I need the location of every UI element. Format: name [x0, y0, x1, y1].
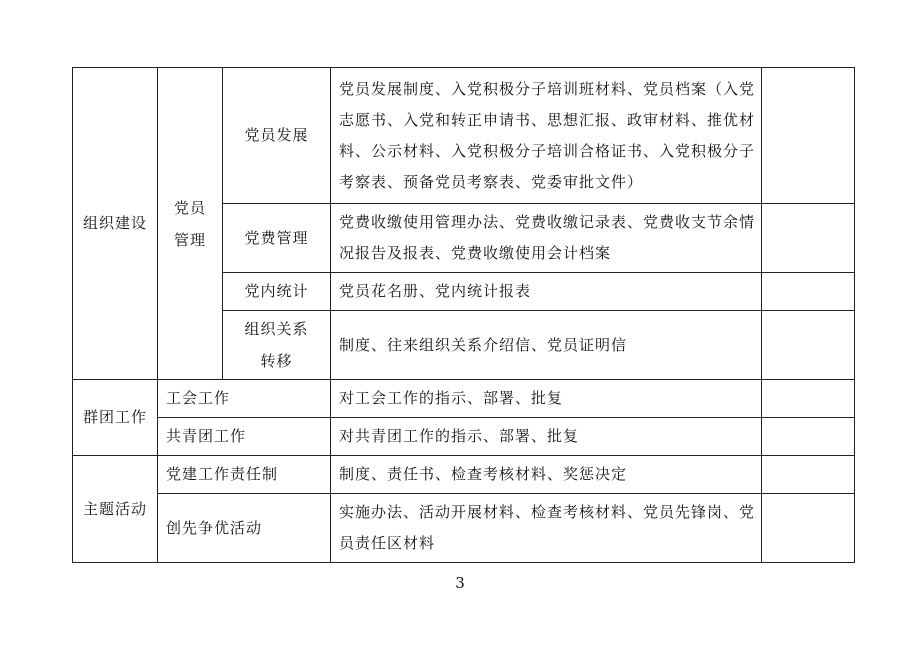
row-responsibility-content: 制度、责任书、检查考核材料、奖惩决定	[331, 456, 762, 494]
table-row	[73, 456, 855, 494]
row-excellence-content: 实施办法、活动开展材料、检查考核材料、党员先锋岗、党员责任区材料	[331, 494, 762, 563]
row-transfer-label-line2: 转移	[260, 352, 293, 370]
row-development-label-cell	[223, 68, 331, 204]
row-union-remark	[762, 380, 855, 418]
row-union-label: 工会工作	[166, 389, 231, 407]
table-row	[73, 380, 855, 418]
row-development-content: 党员发展制度、入党积极分子培训班材料、党员档案（入党志愿书、入党和转正申请书、思想汇报、政审材料、推优材料、公示材料、入党积极分子培训合格证书、入党积极分子考察表、预备党员考察表、党委审批文件）	[331, 68, 762, 204]
row-development-label: 党员发展	[244, 126, 309, 144]
row-stats-label: 党内统计	[244, 282, 309, 300]
section-theme-label: 主题活动	[82, 499, 147, 518]
row-excellence-label-cell	[158, 494, 331, 563]
subsection-member-mgmt-line1: 党员	[173, 198, 206, 217]
row-transfer-remark	[762, 311, 855, 380]
row-stats-content: 党员花名册、党内统计报表	[331, 273, 762, 311]
row-youth-content: 对共青团工作的指示、部署、批复	[331, 418, 762, 456]
row-youth-label: 共青团工作	[166, 427, 247, 445]
row-stats-remark	[762, 273, 855, 311]
row-union-label-cell	[158, 380, 331, 418]
row-excellence-remark	[762, 494, 855, 563]
page-number: 3	[455, 574, 465, 592]
row-union-content: 对工会工作的指示、部署、批复	[331, 380, 762, 418]
table-row	[73, 494, 855, 563]
section-org-cell	[73, 68, 158, 380]
subsection-member-mgmt-cell	[158, 68, 223, 380]
row-transfer-label-line1: 组织关系	[244, 320, 309, 338]
section-theme-cell	[73, 456, 158, 563]
row-fees-content: 党费收缴使用管理办法、党费收缴记录表、党费收支节余情况报告及报表、党费收缴使用会计档案	[331, 204, 762, 273]
section-org-label: 组织建设	[82, 214, 147, 232]
row-youth-remark	[762, 418, 855, 456]
row-transfer-content: 制度、往来组织关系介绍信、党员证明信	[331, 311, 762, 380]
row-responsibility-label-cell	[158, 456, 331, 494]
table-row	[73, 68, 855, 204]
archive-table	[72, 67, 855, 563]
row-development-remark	[762, 68, 855, 204]
row-transfer-label	[244, 313, 308, 377]
row-stats-label-cell	[223, 273, 331, 311]
row-fees-remark	[762, 204, 855, 273]
section-mass-label: 群团工作	[82, 408, 147, 426]
section-mass-cell	[73, 380, 158, 456]
subsection-member-mgmt-label	[174, 192, 206, 256]
row-excellence-label: 创先争优活动	[166, 518, 263, 537]
row-fees-label: 党费管理	[244, 228, 309, 247]
row-responsibility-label: 党建工作责任制	[166, 465, 279, 483]
row-responsibility-remark	[762, 456, 855, 494]
table-row	[73, 418, 855, 456]
row-youth-label-cell	[158, 418, 331, 456]
subsection-member-mgmt-line2: 管理	[173, 230, 206, 249]
row-fees-label-cell	[223, 204, 331, 273]
row-transfer-label-cell	[223, 311, 331, 380]
